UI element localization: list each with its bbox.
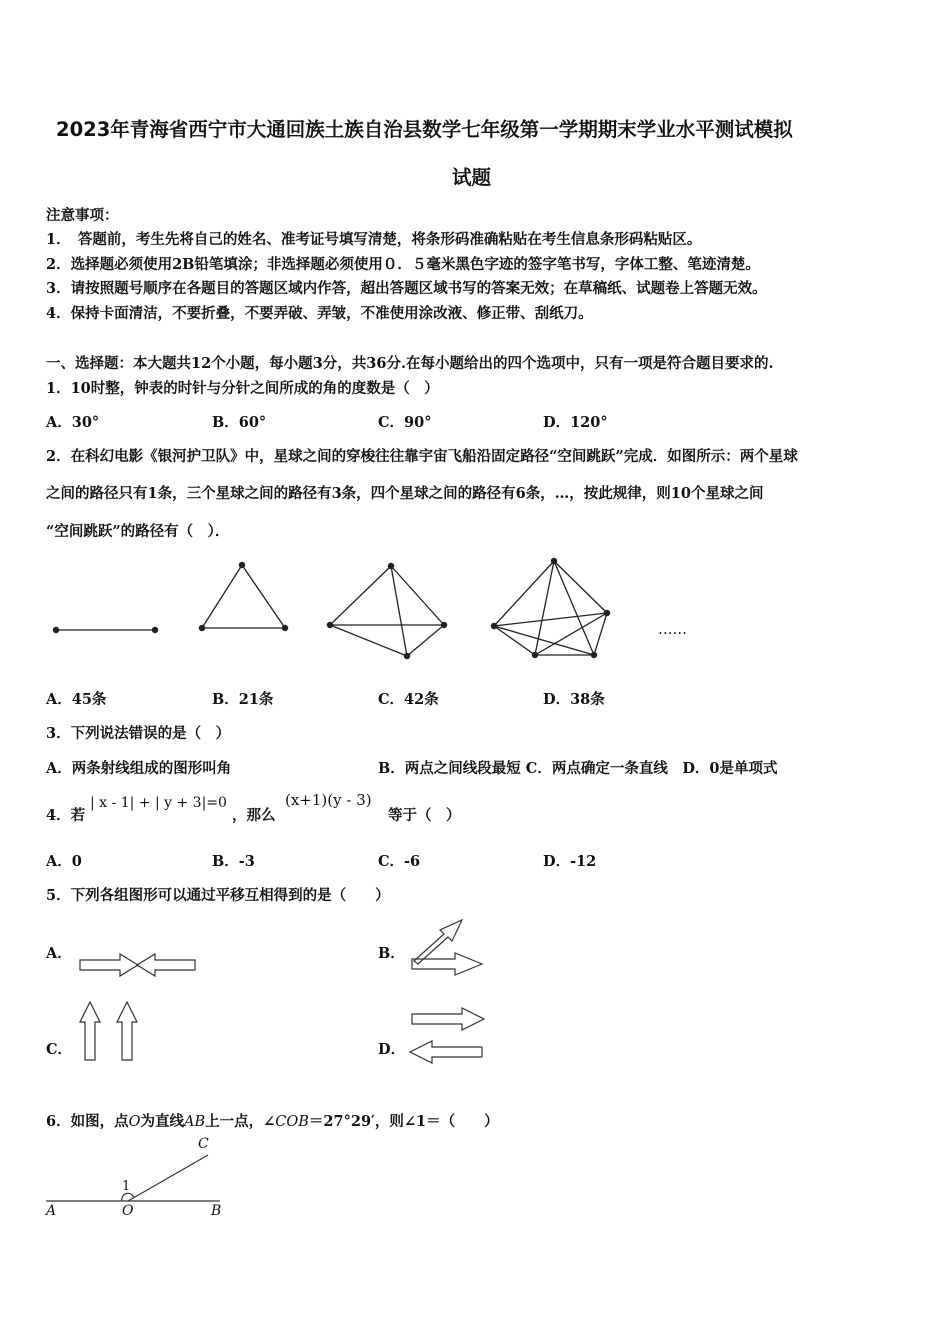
- q2-option-c: C．42条: [378, 691, 439, 708]
- notes-item-2: 2．选择题必须使用2B铅笔填涂；非选择题必须使用０．５毫米黑色字迹的签字笔书写，字体工整、笔迹清楚。: [46, 256, 760, 273]
- q4-mid: ，那么: [232, 807, 276, 824]
- q5-stem: 5．下列各组图形可以通过平移互相得到的是（ ）: [46, 887, 390, 904]
- q5-option-a-label: A．: [46, 945, 72, 962]
- q6-label-1: 1: [122, 1179, 131, 1194]
- page-title-line2: 试题: [452, 166, 492, 189]
- q6-stem: [46, 1110, 499, 1131]
- q1-option-d: D．120°: [543, 414, 608, 431]
- q6-angle-cob: COB: [275, 1114, 309, 1130]
- q6-mid3: ＝27°29′，则∠1＝（ ）: [308, 1113, 499, 1130]
- q5-option-b-label: B．: [378, 945, 405, 962]
- q4-option-a: A．0: [46, 853, 82, 870]
- q3-options-bcd: B．两点之间线段最短 C．两点确定一条直线 D．0是单项式: [378, 760, 778, 777]
- notes-item-3: 3．请按照题号顺序在各题目的答题区域内作答，超出答题区域书写的答案无效；在草稿纸、试题卷上答题无效。: [46, 280, 767, 297]
- section-heading: 一、选择题：本大题共12个小题，每小题3分，共36分.在每小题给出的四个选项中，只有一项是符合题目要求的.: [46, 355, 774, 372]
- q2-option-d: D．38条: [543, 691, 605, 708]
- q2-stem-line2: 之间的路径只有1条，三个星球之间的路径有3条，四个星球之间的路径有6条，…，按此规律，则10个星球之间: [46, 485, 764, 502]
- q2-option-a: A．45条: [46, 691, 107, 708]
- q4-option-c: C．-6: [378, 853, 421, 870]
- notes-item-1: 1． 答题前，考生先将自己的姓名、准考证号填写清楚，将条形码准确粘贴在考生信息条形码粘贴区。: [46, 231, 702, 248]
- q6-label-b: B: [211, 1203, 222, 1219]
- q1-option-b: B．60°: [212, 414, 267, 431]
- q6-line-ab: AB: [183, 1114, 206, 1130]
- notes-item-4: 4．保持卡面清洁，不要折叠，不要弄破、弄皱，不准使用涂改液、修正带、刮纸刀。: [46, 305, 593, 322]
- q4-suffix: 等于（ ）: [388, 807, 461, 824]
- q3-option-a: A．两条射线组成的图形叫角: [46, 760, 232, 777]
- q6-label-a: A: [46, 1203, 57, 1219]
- q4-option-d: D．-12: [543, 853, 597, 870]
- q4-option-b: B．-3: [212, 853, 255, 870]
- q1-option-a: A．30°: [46, 414, 100, 431]
- q6-mid2: 上一点，∠: [205, 1113, 276, 1130]
- q3-stem: 3．下列说法错误的是（ ）: [46, 725, 231, 742]
- q4-prefix: 4．若: [46, 807, 86, 824]
- q6-point-o: O: [128, 1114, 141, 1130]
- page-title-line1: 2023年青海省西宁市大通回族土族自治县数学七年级第一学期期末学业水平测试模拟: [56, 118, 793, 141]
- q6-prefix: 6．如图，点: [46, 1113, 129, 1130]
- q4-condition-formula: | x - 1| + | y + 3|=0: [90, 795, 227, 811]
- q2-figure-ellipsis: ……: [658, 622, 687, 638]
- q6-label-o: O: [122, 1203, 134, 1219]
- notes-heading: 注意事项：: [46, 207, 119, 224]
- q2-stem-line3: “空间跳跃”的路径有（ ）．: [46, 523, 230, 540]
- q2-option-b: B．21条: [212, 691, 274, 708]
- q5-option-d-label: D．: [378, 1041, 406, 1058]
- q6-mid1: 为直线: [140, 1113, 184, 1130]
- q5-option-c-label: C．: [46, 1041, 73, 1058]
- q1-stem: 1．10时整，钟表的时针与分针之间所成的角的度数是（ ）: [46, 380, 439, 397]
- q1-option-c: C．90°: [378, 414, 432, 431]
- q6-label-c: C: [198, 1136, 209, 1152]
- q4-expression-formula: (x+1)(y - 3): [285, 791, 372, 809]
- q2-stem-line1: 2．在科幻电影《银河护卫队》中，星球之间的穿梭往往靠宇宙飞船沿固定路径“空间跳跃”完成．如图所示：两个星球: [46, 448, 798, 465]
